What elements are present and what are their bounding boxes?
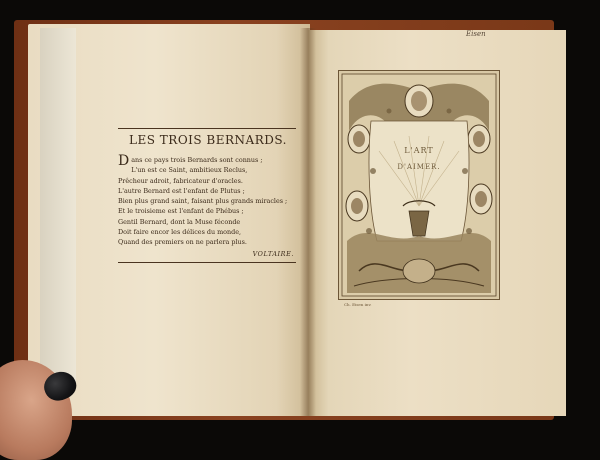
poem-line: L'un est ce Saint, ambitieux Reclus, [131,166,248,175]
poem-block [118,128,298,267]
poem-line: Doit faire encor les délices du monde, [118,228,242,237]
book-gutter [300,28,316,416]
bottom-rule [118,262,296,263]
poem-line: Bien plus grand saint, faisant plus grands miracles ; [118,197,288,206]
poem-line: Quand des premiers on ne parlera plus. [118,238,247,247]
engraving-frontispiece [338,70,500,300]
poem-signature: VOLTAIRE. [252,249,294,258]
dropcap: D [118,153,130,169]
handwritten-inscription: Eisen [466,30,486,38]
engraving-art [339,71,499,299]
engraving-title-line2: D'AIMER. [397,163,441,171]
engraving-credit: Ch. Eisen inv. [344,302,372,307]
top-rule [118,128,296,129]
poem-line: L'autre Bernard est l'enfant de Plutus ; [118,186,245,195]
poem-title: LES TROIS BERNARDS. [129,133,287,147]
engraving-title-line1: L'ART [404,146,434,155]
poem-line: Et le troisieme est l'enfant de Phébus ; [118,207,244,216]
poem-line: Gentil Bernard, dont la Muse féconde [118,217,241,226]
poem-line: Dans ce pays trois Bernards sont connus ; [118,153,263,169]
flyleaf [40,28,76,388]
poem-line: Prêcheur adroit, fabricateur d'oracles. [118,176,243,185]
